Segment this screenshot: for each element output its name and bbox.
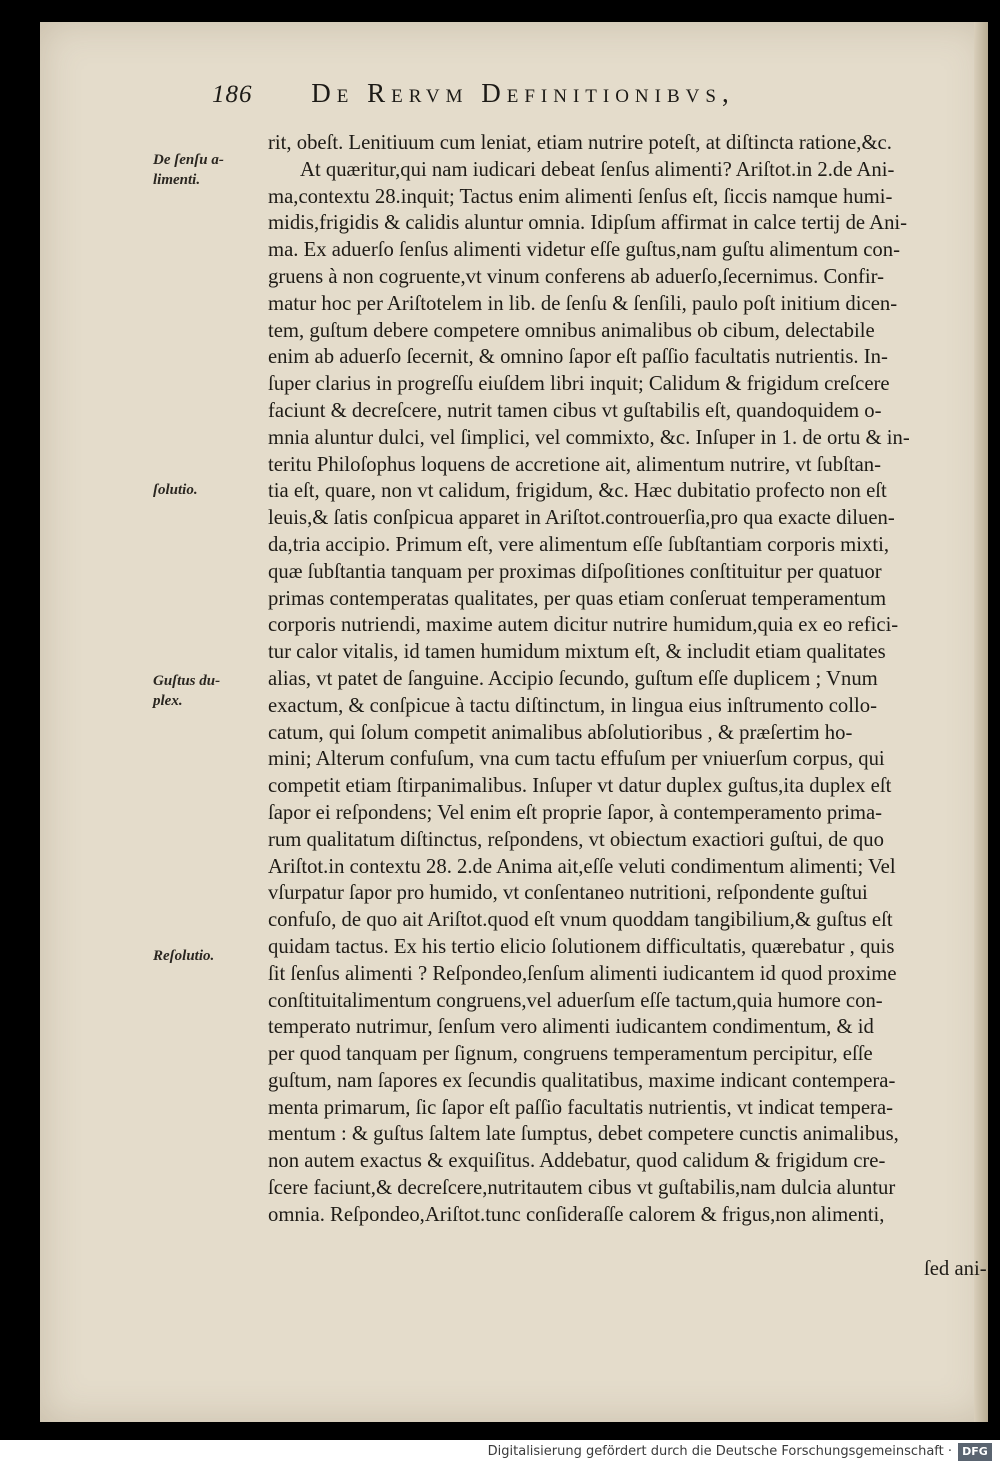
text-line: ſuper clarius in progreſſu eiuſdem libri inquit; Calidum & frigidum creſcere (268, 373, 890, 396)
running-title: De Rervm Definitionibvs, (311, 78, 735, 108)
text-line: alias, vt patet de ſanguine. Accipio ſecundo, guſtum eſſe duplicem ; Vnum (268, 667, 878, 690)
text-line: guſtum, nam ſapores ex ſecundis qualitatibus, maxime indicant contempera- (268, 1069, 896, 1092)
funding-notice[interactable]: Digitalisierung gefördert durch die Deutsche Forschungsgemeinschaft · (487, 1444, 952, 1459)
text-line: da,tria accipio. Primum eſt, vere alimentum eſſe ſubſtantiam corporis mixti, (268, 533, 890, 556)
text-line: midis,frigidis & calidis aluntur omnia. Idipſum affirmat in calce tertij de Ani- (268, 212, 908, 235)
text-line: rum qualitatum diſtinctus, reſpondens, vt obiectum exactiori guſtui, de quo (268, 828, 884, 851)
text-line: ma,contextu 28.inquit; Tactus enim alimenti ſenſus eſt, ſiccis namque humi- (268, 185, 893, 208)
text-line: per quod tanquam per ſignum, congruens temperamentum percipitur, eſſe (268, 1043, 873, 1066)
text-line: ſcere faciunt,& decreſcere,nutritautem cibus vt guſtabilis,nam dulcia aluntur (268, 1177, 896, 1200)
text-line: tem, guſtum debere competere omnibus animalibus ob cibum, delectabile (268, 319, 875, 342)
margin-note-de-sensu: De ſenſu a- limenti. (153, 152, 224, 188)
text-line: faciunt & decreſcere, nutrit tamen cibus vt guſtabilis eſt, quandoquidem o- (268, 399, 882, 422)
body-text (268, 130, 988, 1229)
text-line: teritu Philoſophus loquens de accretione ait, alimentum nutrire, vt ſubſtan- (268, 453, 882, 476)
text-line: primas contemperatas qualitates, per quas etiam conſeruat temperamentum (268, 587, 887, 610)
text-line: temperato nutrimur, ſenſum vero alimenti iudicantem condimentum, & id (268, 1016, 874, 1039)
catchword: ſed ani- (924, 1258, 987, 1280)
dfg-logo[interactable]: DFG (958, 1443, 992, 1461)
text-line: mnia aluntur dulci, vel ſimplici, vel commixto, &c. Inſuper in 1. de ortu & in- (268, 426, 910, 449)
text-line: rit, obeſt. Lenitiuum cum leniat, etiam nutrire poteſt, at diſtincta ratione,&c. (268, 132, 892, 154)
text-line: catum, qui ſolum competit animalibus abſolutioribus , & præſertim ho- (268, 721, 853, 744)
text-line: conſtituitalimentum congruens,vel aduerſum eſſe tactum,quia humore con- (268, 989, 883, 1012)
text-line: exactum, & conſpicue à tactu diſtinctum, in lingua eius inſtrumento collo- (268, 694, 877, 717)
text-line: quæ ſubſtantia tanquam per proximas diſpoſitiones conſtituitur per quatuor (268, 560, 882, 583)
margin-note-gustus-duplex: Guſtus du- plex. (153, 673, 221, 709)
text-line: matur hoc per Ariſtotelem in lib. de ſenſu & ſenſili, paulo poſt initium dicen- (268, 292, 898, 315)
text-line: tia eſt, quare, non vt calidum, frigidum, &c. Hæc dubitatio profecto non eſt (268, 480, 887, 503)
text-line: enim ab aduerſo ſecernit, & omnino ſapor eſt paſſio facultatis nutrientis. In- (268, 346, 888, 369)
text-line: confuſo, de quo ait Ariſtot.quod eſt vnum quoddam tangibilium,& guſtus eſt (268, 909, 893, 932)
text-line: Ariſtot.in contextu 28. 2.de Anima ait,eſſe veluti condimentum alimenti; Vel (268, 855, 896, 878)
text-line: tur calor vitalis, id tamen humidum mixtum eſt, & includit etiam qualitates (268, 641, 886, 664)
text-line: vſurpatur ſapor pro humido, vt conſentaneo nutritioni, reſpondente guſtui (268, 882, 868, 905)
text-line: leuis,& ſatis conſpicua apparet in Ariſtot.controuerſia,pro qua exacte diluen- (268, 507, 895, 530)
text-line: At quæritur,qui nam iudicari debeat ſenſus alimenti? Ariſtot.in 2.de Ani- (300, 158, 895, 181)
text-line: competit etiam ſtirpanimalibus. Inſuper vt datur duplex guſtus,ita duplex eſt (268, 775, 892, 798)
text-line: ma. Ex aduerſo ſenſus alimenti videtur eſſe guſtus,nam guſtu alimentum con- (268, 239, 900, 262)
book-page (40, 22, 988, 1422)
margin-note-solutio: ſolutio. (153, 482, 198, 498)
text-line: ſit ſenſus alimenti ? Reſpondeo,ſenſum alimenti iudicantem id quod proxime (268, 962, 897, 985)
running-header (212, 78, 988, 118)
page-number: 186 (212, 81, 253, 108)
text-line: ſapor ei reſpondens; Vel enim eſt proprie ſapor, à contemperamento prima- (268, 801, 883, 824)
margin-note-resolutio: Reſolutio. (153, 948, 215, 964)
text-line: menta primarum, ſic ſapor eſt paſſio facultatis nutrientis, vt indicat tempera- (268, 1096, 894, 1119)
text-line: quidam tactus. Ex his tertio elicio ſolutionem difficultatis, quærebatur , quis (268, 935, 895, 958)
text-line: non autem exactus & exquiſitus. Addebatur, quod calidum & frigidum cre- (268, 1150, 886, 1173)
footer-bar (0, 1440, 1000, 1468)
text-line: mini; Alterum confuſum, vna cum tactu effuſum per vniuerſum corpus, qui (268, 748, 885, 771)
text-line: omnia. Reſpondeo,Ariſtot.tunc conſideraſſe calorem & frigus,non alimenti, (268, 1203, 885, 1226)
text-line: gruens à non cogruente,vt vinum conferens ab aduerſo,ſecernimus. Confir- (268, 265, 884, 288)
text-line: mentum : & guſtus ſaltem late ſumptus, debet competere cunctis animalibus, (268, 1123, 899, 1146)
text-line: corporis nutriendi, maxime autem dicitur nutrire humidum,quia ex eo refici- (268, 614, 899, 637)
